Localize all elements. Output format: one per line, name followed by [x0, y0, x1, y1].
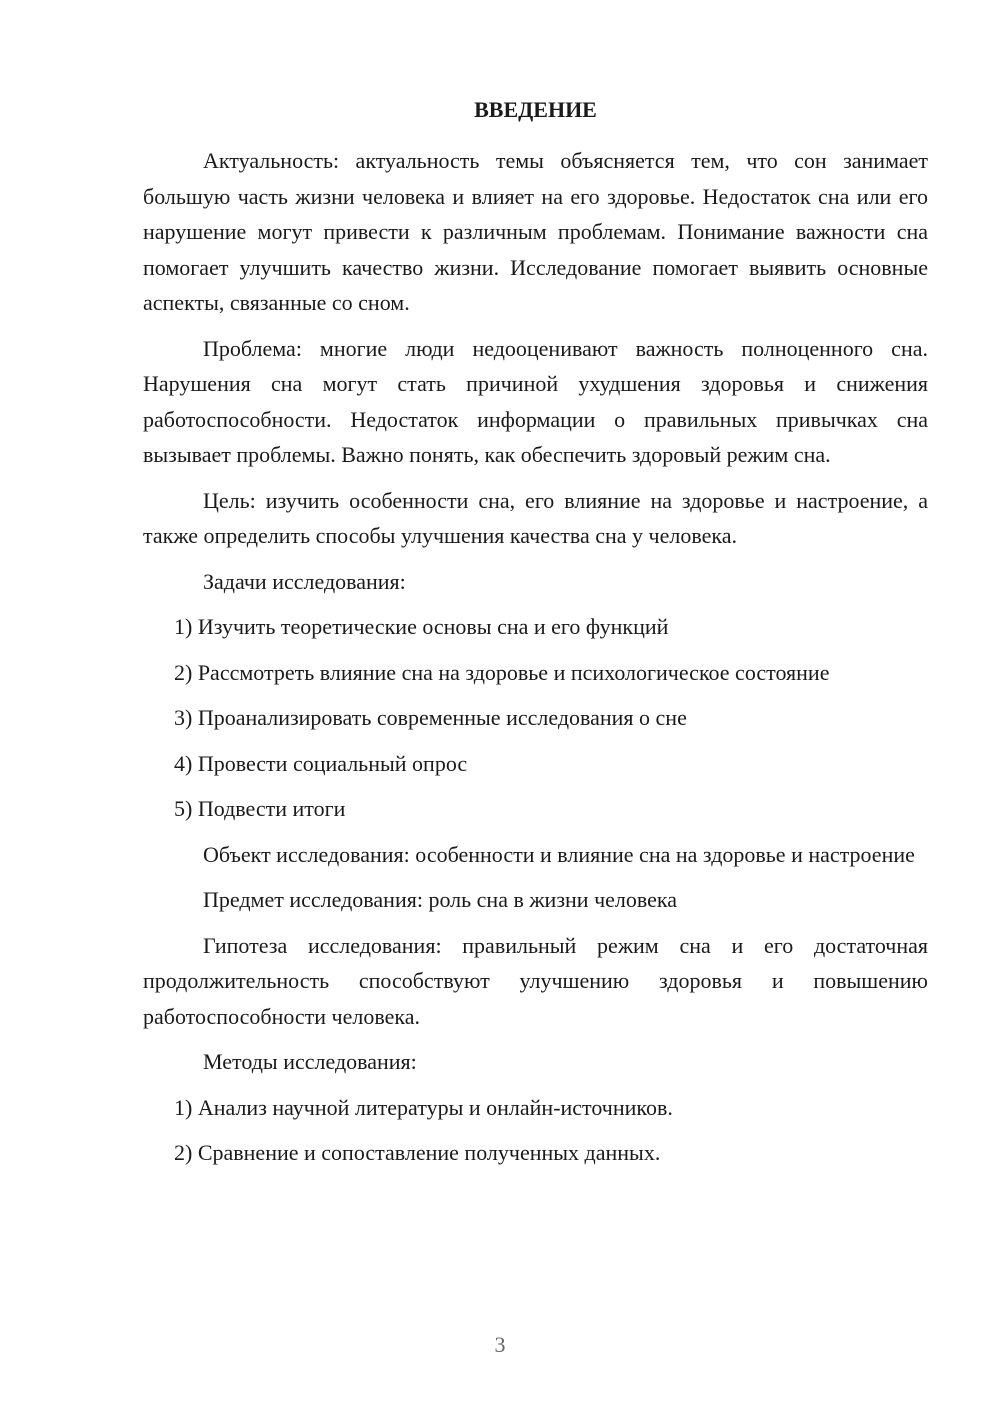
list-item: 1) Анализ научной литературы и онлайн-источников. [174, 1094, 673, 1120]
list-item: 2) Сравнение и сопоставление полученных данных. [174, 1140, 661, 1165]
methods-heading: Методы исследования: [203, 1049, 417, 1074]
methods-list [143, 1090, 928, 1171]
tasks-heading: Задачи исследования: [203, 568, 406, 594]
page-number: 3 [494, 1332, 506, 1357]
list-item: 2) Рассмотреть влияние сна на здоровье и психологическое состояние [174, 659, 830, 685]
goal-paragraph: Цель: изучить особенности сна, его влияние на здоровье и настроение, а также определить способы улучшения качества сна у человека. [143, 487, 928, 548]
list-item: 5) Подвести итоги [174, 796, 346, 821]
subject-paragraph: Предмет исследования: роль сна в жизни человека [203, 887, 678, 912]
list-item: 4) Провести социальный опрос [174, 750, 468, 776]
problem-paragraph: Проблема: многие люди недооценивают важность полноценного сна. Нарушения сна могут стать причиной ухудшения здоровья и снижения работоспособности. Недостаток информации о правильных привычках сна вызывает проблемы. Важно понять, как обеспечить здоровый режим сна. [143, 335, 928, 467]
page-title: ВВЕДЕНИЕ [474, 97, 597, 122]
list-item: 1) Изучить теоретические основы сна и его функций [174, 614, 669, 639]
tasks-list [143, 609, 928, 827]
document-page [143, 92, 928, 1181]
hypothesis-paragraph: Гипотеза исследования: правильный режим сна и его достаточная продолжительность способствуют улучшению здоровья и повышению работоспособности человека. [143, 932, 928, 1029]
list-item: 3) Проанализировать современные исследования о сне [174, 705, 687, 730]
object-paragraph: Объект исследования: особенности и влияние сна на здоровье и настроение [203, 841, 915, 867]
relevance-paragraph: Актуальность: актуальность темы объясняется тем, что сон занимает большую часть жизни человека и влияет на его здоровье. Недостаток сна или его нарушение могут привести к различным проблемам. Понимание важности сна помогает улучшить качество жизни. Исследование помогает выявить основные аспекты, связанные со сном. [143, 148, 928, 315]
